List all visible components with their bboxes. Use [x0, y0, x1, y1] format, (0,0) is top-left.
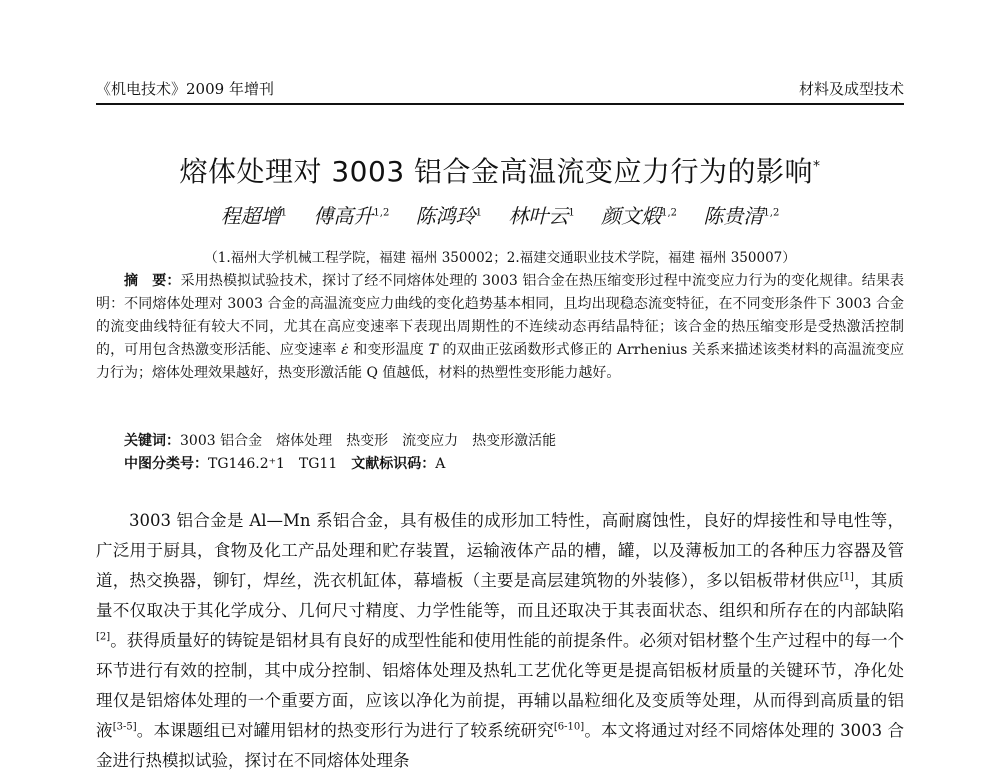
title-text: 熔体处理对 3003 铝合金高温流变应力行为的影响: [179, 155, 814, 188]
classification: [124, 453, 904, 475]
author-affil-mark: 1: [475, 207, 483, 219]
author: [703, 204, 779, 228]
keywords: [124, 430, 904, 452]
section-name: 材料及成型技术: [798, 80, 904, 98]
body-sentence: 3003 铝合金是 Al—Mn 系铝合金，具有极佳的成形加工特性，高耐腐蚀性，良好的焊接性和导电性等，广泛用于厨具，食物及化工产品处理和贮存装置，运输液体产品的槽，罐，以及薄板加工的各种压力容器及管道，热交换器，铆钉，焊丝，洗衣机缸体，幕墙板（主要是高层建筑物的外装修），多以铝板带材供应: [96, 511, 904, 590]
body-sentence: 。本文将通过对经不同熔体处理的 3003 合金进行热模拟试验，探讨在不同熔体处理条: [96, 721, 904, 770]
author-affil-mark: 1,2: [373, 207, 390, 219]
clc-label: 中图分类号：: [124, 456, 208, 472]
citation[interactable]: [6-10]: [553, 721, 585, 733]
abstract-text-2: 和变形温度: [348, 342, 429, 358]
author-name: 陈鸿玲: [415, 204, 476, 228]
author-name: 傅高升: [313, 204, 374, 228]
doc-code-label: 文献标识码：: [351, 456, 436, 472]
abstract: [96, 270, 904, 385]
keyword: 流变应力: [402, 433, 459, 449]
citation[interactable]: [2]: [96, 631, 111, 643]
keyword: 3003 铝合金: [180, 433, 263, 449]
keywords-label: 关键词：: [124, 433, 180, 449]
author-name: 程超增: [220, 204, 281, 228]
keyword: 熔体处理: [276, 433, 333, 449]
intro-paragraph: [96, 506, 904, 776]
author: [416, 204, 482, 228]
abstract-label: 摘 要：: [124, 273, 181, 289]
author-name: 林叶云: [508, 204, 569, 228]
author-list: [96, 200, 904, 229]
keyword: 热变形: [346, 433, 389, 449]
journal-info: 《机电技术》2009 年增刊: [96, 80, 274, 98]
temperature-symbol: T: [428, 342, 438, 358]
author-affil-mark: 1: [568, 207, 575, 219]
strain-rate-symbol: ε̇: [341, 342, 349, 358]
running-header: [96, 78, 904, 105]
abstract-text-1: 采用热模拟试验技术，探讨了经不同熔体处理的 3003 铝合金在热压缩变形过程中流变应力行为的变化规律。结果表明：不同熔体处理对 3003 合金的高温流变应力曲线的变化趋势基本相同，且均出现稳态流变特征，在不同变形条件下 3003 合金的流变曲线特征有较大不同，尤其在高应变速率下表现出周期性的不连续动态再结晶特征；该合金的热压缩变形是受热激活控制的，可用包含热激变形活能、应变速率: [96, 273, 905, 358]
author-affil-mark: 1: [280, 207, 288, 219]
affiliations: （1.福州大学机械工程学院，福建 福州 350002；2.福建交通职业技术学院，福建 福州 350007）: [204, 250, 796, 266]
author: [508, 204, 574, 228]
body-sentence: ，其质量不仅取决于其化学成分、几何尺寸精度、力学性能等，而且还取决于其表面状态、组织和所存在的内部缺陷: [96, 571, 905, 620]
author: [313, 204, 389, 228]
body-sentence: 。获得质量好的铸锭是铝材具有良好的成型性能和使用性能的前提条件。必须对铝材整个生产过程中的每一个环节进行有效的控制，其中成分控制、铝熔体处理及热轧工艺优化等更是提高铝板材质量的关键环节，净化处理仅是铝熔体处理的一个重要方面，应该以净化为前提，再辅以晶粒细化及变质等处理，从而得到高质量的铝液: [96, 631, 904, 740]
clc-code: TG146.2⁺1 TG11: [208, 456, 338, 472]
citation[interactable]: [3-5]: [112, 721, 137, 733]
author-name: 陈贵清: [703, 204, 764, 228]
paper-title: [96, 150, 904, 190]
title-footnote-mark: *: [813, 158, 821, 175]
keyword: 热变形激活能: [472, 433, 557, 449]
author-affil-mark: 1,2: [661, 207, 678, 219]
author-name: 颜文煅: [601, 204, 662, 228]
body-sentence: 。本课题组已对罐用铝材的热变形行为进行了较系统研究: [136, 721, 554, 740]
citation[interactable]: [1]: [839, 571, 854, 583]
author: [221, 204, 287, 228]
author-affil-mark: 1,2: [763, 207, 780, 219]
author: [601, 204, 677, 228]
abstract-text-3: 的双曲正弦函数形式修正的 Arrhenius 关系来描述该类材料的高温流变应力行为；熔体处理效果越好，热变形激活能 Q 值越低，材料的热塑性变形能力越好。: [96, 342, 905, 381]
doc-code: A: [435, 456, 446, 472]
